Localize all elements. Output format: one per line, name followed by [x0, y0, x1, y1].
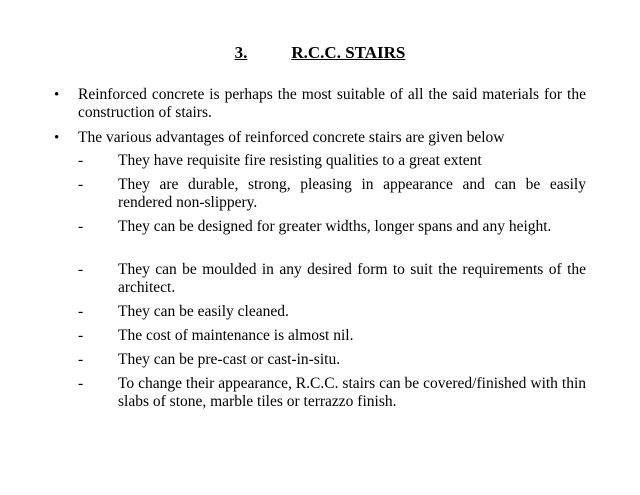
advantage-text: They can be easily cleaned.: [118, 303, 289, 320]
advantage-item-cleaning: [78, 303, 586, 321]
advantage-text: They have requisite fire resisting qualities to a great extent: [118, 152, 482, 169]
dash-marker: -: [78, 261, 84, 278]
advantage-item-appearance: [78, 375, 586, 411]
advantage-item-design-flexibility: [78, 218, 586, 236]
bullet-marker: •: [54, 87, 60, 103]
dash-marker: -: [78, 375, 84, 392]
advantage-item-fire-resistance: [78, 152, 586, 170]
bullet-marker: •: [54, 130, 60, 146]
advantage-item-casting: [78, 351, 586, 369]
advantage-text: The cost of maintenance is almost nil.: [118, 327, 354, 344]
section-number: 3.: [234, 43, 248, 62]
bullet-item-suitability: [54, 86, 586, 122]
dash-marker: -: [78, 152, 84, 169]
dash-marker: -: [78, 176, 84, 193]
bullet-item-advantages-intro: [54, 129, 586, 147]
advantage-item-durability: [78, 176, 586, 212]
dash-marker: -: [78, 351, 84, 368]
advantage-text: They are durable, strong, pleasing in appearance and can be easily rendered non-slippery.: [118, 176, 586, 211]
title-text: R.C.C. STAIRS: [291, 43, 406, 62]
advantage-text: They can be moulded in any desired form to suit the requirements of the architect.: [118, 261, 586, 296]
dash-marker: -: [78, 218, 84, 235]
advantage-item-maintenance: [78, 327, 586, 345]
advantage-text: To change their appearance, R.C.C. stairs can be covered/finished with thin slabs of stone, marble tiles or terrazzo finish.: [118, 375, 586, 410]
advantage-text: They can be pre-cast or cast-in-situ.: [118, 351, 341, 368]
slide-title: [0, 43, 640, 63]
dash-marker: -: [78, 327, 84, 344]
dash-marker: -: [78, 303, 84, 320]
bullet-text: Reinforced concrete is perhaps the most suitable of all the said materials for the construction of stairs.: [78, 86, 586, 121]
bullet-text: The various advantages of reinforced concrete stairs are given below: [78, 129, 505, 146]
advantage-text: They can be designed for greater widths, longer spans and any height.: [118, 218, 552, 235]
advantage-item-moulding: [78, 261, 586, 297]
